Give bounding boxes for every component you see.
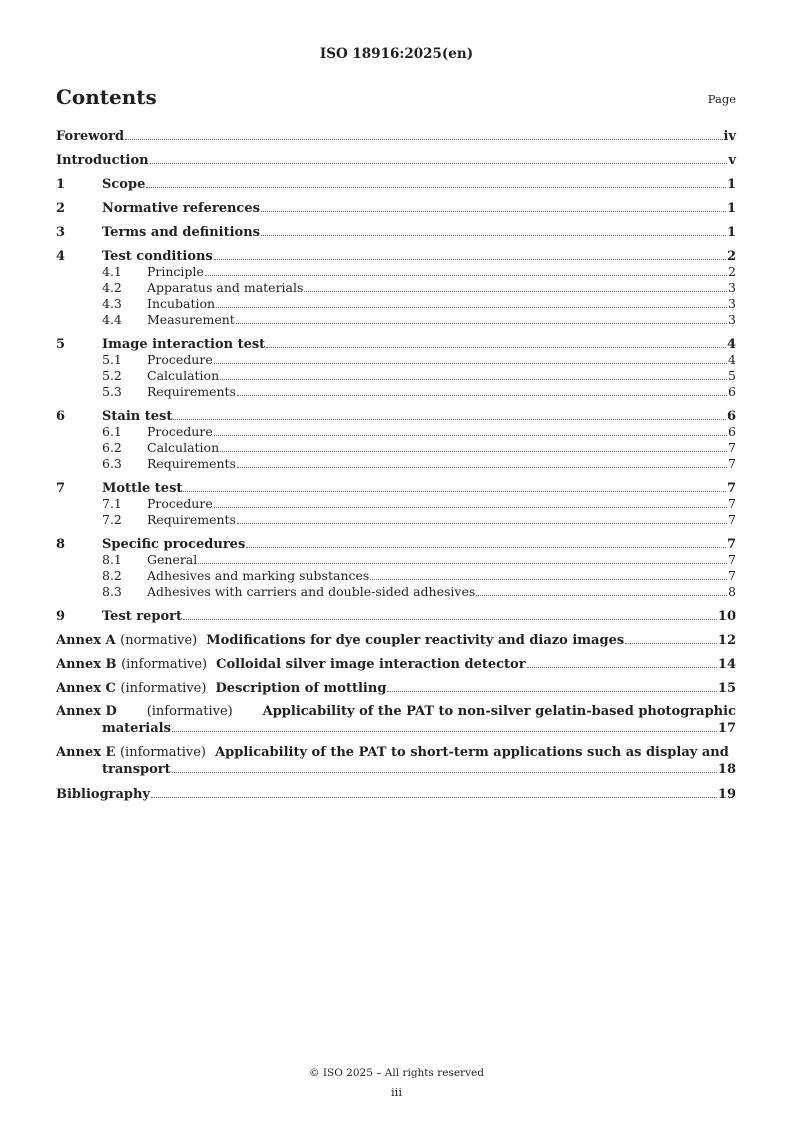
toc-entry-title: Apparatus and materials xyxy=(147,280,304,295)
toc-entry-title: Terms and definitions xyxy=(102,225,260,240)
toc-entry-subsection-5.3[interactable] xyxy=(56,384,736,400)
toc-entry-annex-e[interactable] xyxy=(56,745,736,778)
table-of-contents xyxy=(56,128,736,802)
dot-leader xyxy=(205,264,727,276)
dot-leader xyxy=(173,408,726,420)
annex-qualifier: (informative) xyxy=(120,681,207,696)
toc-entry-number: 4.4 xyxy=(102,312,122,327)
toc-entry-number: 6 xyxy=(56,409,66,424)
toc-entry-title: Calculation xyxy=(147,368,220,383)
toc-entry-section-5[interactable] xyxy=(56,336,736,352)
toc-entry-subsection-4.1[interactable] xyxy=(56,264,736,280)
dot-leader xyxy=(370,568,727,580)
dot-leader xyxy=(214,248,726,260)
toc-entry-page: iv xyxy=(723,129,736,144)
toc-entry-page: 7 xyxy=(726,481,736,496)
toc-entry-subsection-6.2[interactable] xyxy=(56,440,736,456)
toc-entry-title: Procedure xyxy=(147,496,213,511)
toc-entry-page: 1 xyxy=(726,201,736,216)
toc-entry-page: 4 xyxy=(726,337,736,352)
toc-entry-subsection-5.1[interactable] xyxy=(56,352,736,368)
toc-entry-section-6[interactable] xyxy=(56,408,736,424)
dot-leader xyxy=(214,496,727,508)
toc-entry-bibliography[interactable] xyxy=(56,786,736,802)
toc-entry-number: 7.2 xyxy=(102,512,122,527)
annex-qualifier: (informative) xyxy=(119,745,207,760)
annex-title-line2: transport xyxy=(102,762,171,777)
dot-leader xyxy=(146,176,726,188)
toc-entry-page: 15 xyxy=(717,681,736,696)
toc-entry-title: Requirements xyxy=(147,384,236,399)
toc-entry-number: 4 xyxy=(56,249,66,264)
annex-qualifier: (informative) xyxy=(121,657,208,672)
toc-entry-page: 7 xyxy=(728,568,736,583)
toc-entry-subsection-6.3[interactable] xyxy=(56,456,736,472)
toc-entry-section-8[interactable] xyxy=(56,536,736,552)
toc-entry-page: 14 xyxy=(717,657,736,672)
toc-entry-title: Procedure xyxy=(147,352,213,367)
toc-entry-title: Adhesives and marking substances xyxy=(147,568,370,583)
annex-title-line1: Applicability of the PAT to short-term applications such as display and xyxy=(215,745,729,760)
dot-leader xyxy=(214,352,727,364)
toc-entry-annex-a[interactable] xyxy=(56,632,736,648)
dot-leader xyxy=(198,552,727,564)
dot-leader xyxy=(183,608,717,620)
annex-qualifier: (normative) xyxy=(120,633,198,648)
toc-entry-title: Foreword xyxy=(56,129,125,144)
toc-entry-page: 19 xyxy=(717,787,736,802)
toc-entry-title: Adhesives with carriers and double-sided adhesives xyxy=(147,584,476,599)
toc-entry-title: Requirements xyxy=(147,512,236,527)
toc-entry-introduction[interactable] xyxy=(56,152,736,168)
dot-leader xyxy=(261,224,726,236)
dot-leader xyxy=(527,656,717,668)
toc-entry-number: 6.1 xyxy=(102,424,122,439)
toc-entry-page: 17 xyxy=(717,721,736,736)
toc-entry-number: 5.3 xyxy=(102,384,122,399)
toc-entry-title: Stain test xyxy=(102,409,173,424)
dot-leader xyxy=(261,200,726,212)
toc-entry-number: 9 xyxy=(56,609,66,624)
toc-entry-number: 7.1 xyxy=(102,496,122,511)
annex-title: Modifications for dye coupler reactivity and diazo images xyxy=(206,633,625,648)
toc-entry-title: Bibliography xyxy=(56,787,151,802)
annex-prefix: Annex B xyxy=(56,657,117,672)
annex-prefix: Annex C xyxy=(56,681,116,696)
toc-entry-page: 6 xyxy=(728,384,736,399)
toc-entry-subsection-6.1[interactable] xyxy=(56,424,736,440)
page-column-label: Page xyxy=(707,92,736,106)
toc-entry-page: 6 xyxy=(726,409,736,424)
dot-leader xyxy=(172,720,717,732)
dot-leader xyxy=(214,424,727,436)
toc-entry-number: 8.3 xyxy=(102,584,122,599)
toc-entry-title: Mottle test xyxy=(102,481,183,496)
toc-entry-section-1[interactable] xyxy=(56,176,736,192)
annex-prefix: Annex D xyxy=(56,704,117,719)
toc-entry-subsection-8.1[interactable] xyxy=(56,552,736,568)
toc-entry-section-3[interactable] xyxy=(56,224,736,240)
toc-entry-page: 1 xyxy=(726,225,736,240)
toc-entry-page: 1 xyxy=(726,177,736,192)
toc-entry-number: 8.2 xyxy=(102,568,122,583)
toc-entry-number: 4.2 xyxy=(102,280,122,295)
document-header: ISO 18916:2025(en) xyxy=(319,46,474,62)
dot-leader xyxy=(237,456,727,468)
toc-entry-section-4[interactable] xyxy=(56,248,736,264)
toc-entry-number: 4.1 xyxy=(102,264,122,279)
toc-entry-subsection-4.4[interactable] xyxy=(56,312,736,328)
toc-entry-title xyxy=(56,681,386,697)
toc-entry-page: 7 xyxy=(728,512,736,527)
contents-heading: Contents xyxy=(56,85,157,109)
copyright-notice: © ISO 2025 – All rights reserved xyxy=(309,1067,484,1079)
toc-entry-page: 7 xyxy=(728,552,736,567)
annex-title-line1: Applicability of the PAT to non-silver gelatin-based photographic xyxy=(262,704,736,719)
toc-entry-page: 7 xyxy=(728,496,736,511)
annex-title-line2: materials xyxy=(102,721,171,736)
toc-entry-title: Incubation xyxy=(147,296,216,311)
toc-entry-title: Introduction xyxy=(56,153,149,168)
dot-leader xyxy=(236,312,727,324)
annex-title: Description of mottling xyxy=(215,681,387,696)
toc-entry-title: Normative references xyxy=(102,201,260,216)
toc-entry-annex-b[interactable] xyxy=(56,656,736,672)
toc-entry-number: 3 xyxy=(56,225,66,240)
toc-entry-number: 8 xyxy=(56,537,66,552)
toc-entry-section-9[interactable] xyxy=(56,608,736,624)
toc-entry-page: 6 xyxy=(728,424,736,439)
toc-entry-subsection-4.3[interactable] xyxy=(56,296,736,312)
annex-qualifier: (informative) xyxy=(146,704,233,719)
dot-leader xyxy=(237,512,727,524)
toc-entry-title xyxy=(56,633,624,649)
toc-entry-title: Test conditions xyxy=(102,249,213,264)
toc-entry-subsection-8.2[interactable] xyxy=(56,568,736,584)
toc-entry-title: Procedure xyxy=(147,424,213,439)
toc-entry-page: 3 xyxy=(728,296,736,311)
toc-entry-section-7[interactable] xyxy=(56,480,736,496)
toc-entry-number: 4.3 xyxy=(102,296,122,311)
annex-prefix: Annex A xyxy=(56,633,116,648)
toc-entry-page: 7 xyxy=(728,456,736,471)
toc-entry-page: 4 xyxy=(728,352,736,367)
toc-entry-number: 8.1 xyxy=(102,552,122,567)
toc-entry-subsection-4.2[interactable] xyxy=(56,280,736,296)
dot-leader xyxy=(266,336,726,348)
toc-entry-page: 2 xyxy=(726,249,736,264)
toc-entry-subsection-7.2[interactable] xyxy=(56,512,736,528)
toc-sections xyxy=(56,176,736,632)
dot-leader xyxy=(183,480,726,492)
toc-entry-page: v xyxy=(728,153,736,168)
dot-leader xyxy=(237,384,727,396)
toc-entry-annex-d[interactable] xyxy=(56,704,736,737)
dot-leader xyxy=(246,536,726,548)
toc-entry-title: Scope xyxy=(102,177,146,192)
toc-entry-subsection-7.1[interactable] xyxy=(56,496,736,512)
toc-entry-page: 10 xyxy=(717,609,736,624)
toc-entry-subsection-5.2[interactable] xyxy=(56,368,736,384)
toc-entry-title: Measurement xyxy=(147,312,235,327)
toc-entry-title xyxy=(56,657,526,673)
toc-entry-page: 7 xyxy=(728,440,736,455)
dot-leader xyxy=(304,280,727,292)
toc-entry-title: General xyxy=(147,552,198,567)
toc-entry-number: 5 xyxy=(56,337,66,352)
dot-leader xyxy=(172,761,717,773)
toc-entry-title: Calculation xyxy=(147,440,220,455)
toc-entry-page: 7 xyxy=(726,537,736,552)
toc-entry-page: 5 xyxy=(728,368,736,383)
toc-entry-number: 2 xyxy=(56,201,66,216)
page-number: iii xyxy=(390,1085,403,1099)
toc-entry-number: 7 xyxy=(56,481,66,496)
dot-leader xyxy=(220,440,727,452)
toc-entry-page: 8 xyxy=(728,584,736,599)
toc-entry-foreword[interactable] xyxy=(56,128,736,144)
toc-entry-title: Image interaction test xyxy=(102,337,266,352)
toc-entry-page: 2 xyxy=(728,264,736,279)
toc-entry-section-2[interactable] xyxy=(56,200,736,216)
dot-leader xyxy=(476,584,727,596)
toc-entry-subsection-8.3[interactable] xyxy=(56,584,736,600)
toc-entry-title: Requirements xyxy=(147,456,236,471)
dot-leader xyxy=(151,786,717,798)
dot-leader xyxy=(150,152,728,164)
toc-entry-title: Specific procedures xyxy=(102,537,246,552)
dot-leader xyxy=(625,632,717,644)
dot-leader xyxy=(216,296,727,308)
toc-entry-annex-c[interactable] xyxy=(56,680,736,696)
dot-leader xyxy=(387,680,716,692)
toc-entry-page: 3 xyxy=(728,312,736,327)
toc-entry-number: 5.1 xyxy=(102,352,122,367)
toc-entry-title: Test report xyxy=(102,609,183,624)
toc-entry-title: Principle xyxy=(147,264,204,279)
dot-leader xyxy=(125,128,722,140)
dot-leader xyxy=(220,368,727,380)
annex-prefix: Annex E xyxy=(56,745,116,760)
toc-entry-page: 3 xyxy=(728,280,736,295)
toc-entry-number: 6.3 xyxy=(102,456,122,471)
toc-entry-page: 12 xyxy=(717,633,736,648)
toc-entry-number: 5.2 xyxy=(102,368,122,383)
annex-title: Colloidal silver image interaction detector xyxy=(216,657,526,672)
toc-entry-number: 6.2 xyxy=(102,440,122,455)
toc-entry-number: 1 xyxy=(56,177,66,192)
toc-entry-page: 18 xyxy=(717,762,736,777)
